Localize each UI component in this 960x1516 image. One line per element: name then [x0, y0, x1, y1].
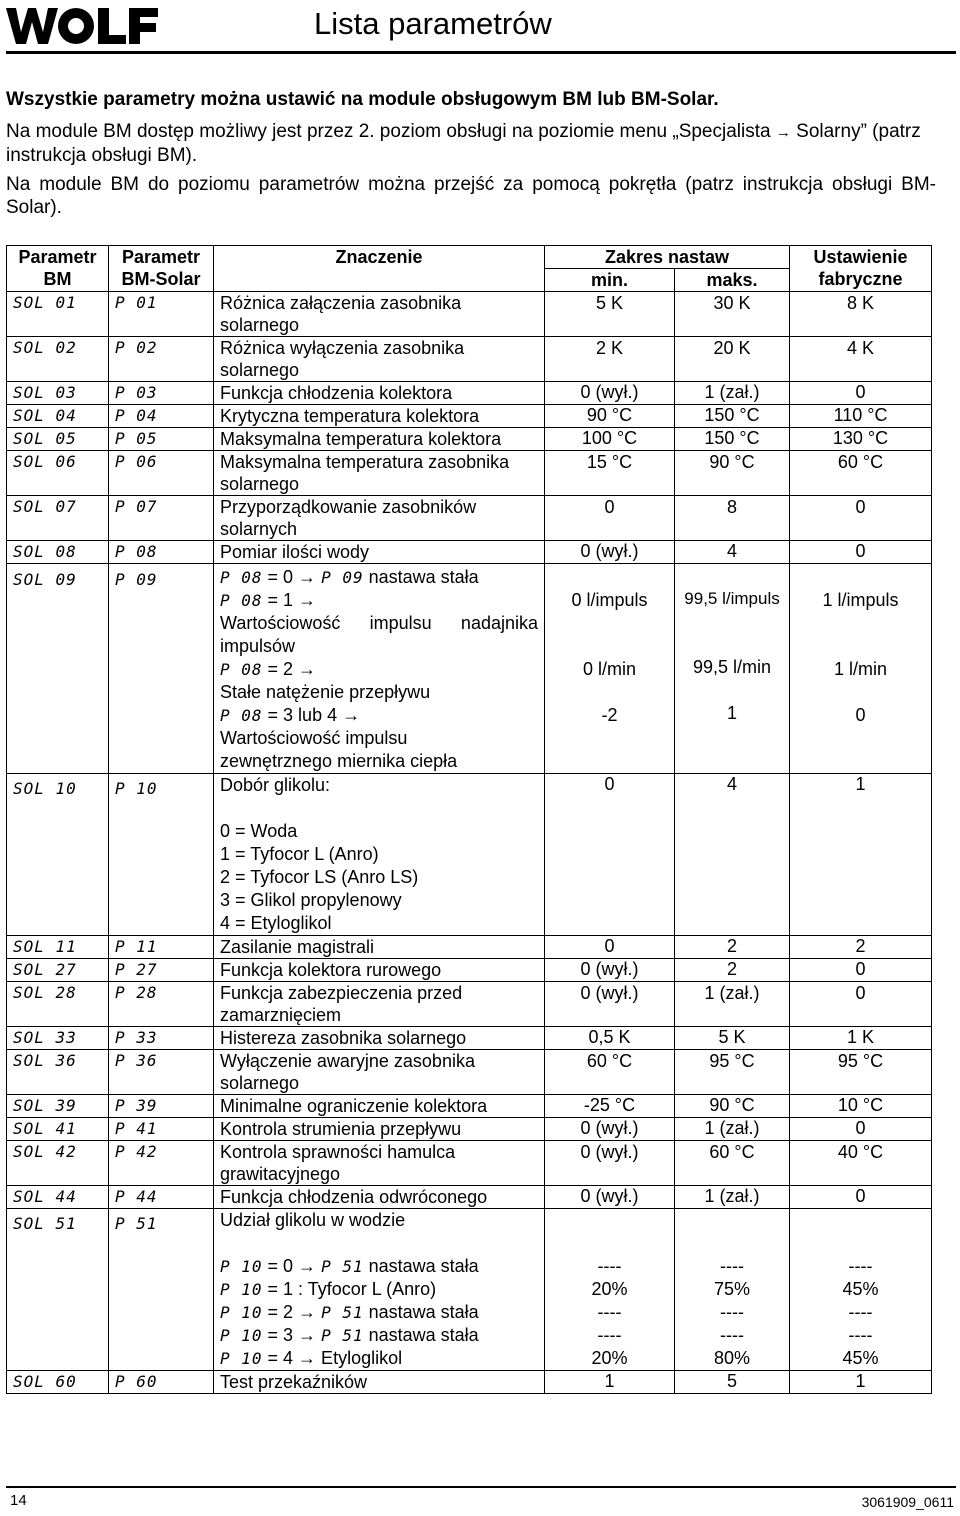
header-param-bm: Parametr BM	[7, 246, 109, 292]
param-factory: 1	[790, 1371, 932, 1394]
param-bm: SOL 03	[7, 382, 109, 405]
page-number: 14	[10, 1492, 27, 1509]
param-bm: SOL 27	[7, 959, 109, 982]
param-max: 95 °C	[675, 1050, 790, 1095]
param-desc: Krytyczna temperatura kolektora	[214, 405, 545, 428]
table-row	[7, 1371, 932, 1394]
param-desc: Test przekaźników	[214, 1371, 545, 1394]
intro-line-2	[6, 120, 936, 167]
param-factory: ---- 45% ---- ---- 45%	[790, 1209, 932, 1371]
param-min: 0 (wył.)	[545, 1118, 675, 1141]
table-row	[7, 541, 932, 564]
param-desc: P 08 = 0 → P 09 nastawa stała P 08 = 1 → Wartościowość impulsu nadajnika impulsów P 08 = 2 → Stałe natężenie przepływu P 08 = 3 lub 4 → Wartościowość impulsu zewnętrznego miernika ciepła	[214, 564, 545, 774]
param-min: 0	[545, 936, 675, 959]
param-solar: P 08	[109, 541, 214, 564]
param-solar: P 42	[109, 1141, 214, 1186]
param-bm: SOL 36	[7, 1050, 109, 1095]
param-min: 0 (wył.)	[545, 541, 675, 564]
param-factory: 1 K	[790, 1027, 932, 1050]
param-max: 1 (zał.)	[675, 1118, 790, 1141]
intro-text	[6, 88, 936, 225]
param-max: 4	[675, 541, 790, 564]
param-solar: P 44	[109, 1186, 214, 1209]
table-row	[7, 292, 932, 337]
param-max: 1 (zał.)	[675, 382, 790, 405]
table-row	[7, 405, 932, 428]
param-min: 5 K	[545, 292, 675, 337]
param-solar: P 04	[109, 405, 214, 428]
param-bm: SOL 42	[7, 1141, 109, 1186]
footer-rule	[6, 1486, 956, 1488]
param-factory: 1	[790, 774, 932, 936]
param-min: 0	[545, 496, 675, 541]
param-solar: P 11	[109, 936, 214, 959]
param-desc: Funkcja chłodzenia kolektora	[214, 382, 545, 405]
param-bm: SOL 60	[7, 1371, 109, 1394]
param-solar: P 09	[109, 564, 214, 774]
param-min: 0	[545, 774, 675, 936]
param-desc: Kontrola strumienia przepływu	[214, 1118, 545, 1141]
table-row	[7, 337, 932, 382]
param-solar: P 03	[109, 382, 214, 405]
param-solar: P 10	[109, 774, 214, 936]
table-row	[7, 1050, 932, 1095]
param-bm: SOL 05	[7, 428, 109, 451]
param-bm: SOL 28	[7, 982, 109, 1027]
param-min: 0 l/impuls 0 l/min -2	[545, 564, 675, 774]
param-max: 2	[675, 959, 790, 982]
param-max: ---- 75% ---- ---- 80%	[675, 1209, 790, 1371]
param-factory: 1 l/impuls 1 l/min 0	[790, 564, 932, 774]
table-row	[7, 496, 932, 541]
param-max: 8	[675, 496, 790, 541]
param-max: 30 K	[675, 292, 790, 337]
param-factory: 2	[790, 936, 932, 959]
param-bm: SOL 08	[7, 541, 109, 564]
title-rule	[6, 51, 956, 54]
param-desc: Pomiar ilości wody	[214, 541, 545, 564]
param-desc: Zasilanie magistrali	[214, 936, 545, 959]
param-factory: 0	[790, 1118, 932, 1141]
param-solar: P 36	[109, 1050, 214, 1095]
table-row	[7, 382, 932, 405]
param-factory: 0	[790, 959, 932, 982]
param-factory: 40 °C	[790, 1141, 932, 1186]
param-desc: Kontrola sprawności hamulca grawitacyjnego	[214, 1141, 545, 1186]
param-min: 0 (wył.)	[545, 382, 675, 405]
param-factory: 0	[790, 496, 932, 541]
param-factory: 0	[790, 1186, 932, 1209]
param-desc: Różnica załączenia zasobnika solarnego	[214, 292, 545, 337]
table-row	[7, 1186, 932, 1209]
param-desc: Przyporządkowanie zasobników solarnych	[214, 496, 545, 541]
param-max: 4	[675, 774, 790, 936]
param-bm: SOL 01	[7, 292, 109, 337]
param-max: 150 °C	[675, 405, 790, 428]
document-number: 3061909_0611	[861, 1494, 954, 1510]
param-min: 60 °C	[545, 1050, 675, 1095]
param-max: 5 K	[675, 1027, 790, 1050]
param-factory: 95 °C	[790, 1050, 932, 1095]
param-solar: P 51	[109, 1209, 214, 1371]
param-bm: SOL 10	[7, 774, 109, 936]
wolf-logo	[6, 6, 160, 46]
param-max: 5	[675, 1371, 790, 1394]
param-max: 2	[675, 936, 790, 959]
param-min: ---- 20% ---- ---- 20%	[545, 1209, 675, 1371]
param-solar: P 41	[109, 1118, 214, 1141]
param-factory: 8 K	[790, 292, 932, 337]
param-factory: 110 °C	[790, 405, 932, 428]
param-bm: SOL 41	[7, 1118, 109, 1141]
param-desc: Dobór glikolu: 0 = Woda 1 = Tyfocor L (Anro) 2 = Tyfocor LS (Anro LS) 3 = Glikol propylenowy 4 = Etyloglikol	[214, 774, 545, 936]
table-row	[7, 1118, 932, 1141]
param-desc: Histereza zasobnika solarnego	[214, 1027, 545, 1050]
param-max: 90 °C	[675, 1095, 790, 1118]
param-bm: SOL 39	[7, 1095, 109, 1118]
param-min: 0,5 K	[545, 1027, 675, 1050]
table-row	[7, 1141, 932, 1186]
param-solar: P 27	[109, 959, 214, 982]
header-param-bm-solar: Parametr BM-Solar	[109, 246, 214, 292]
table-row-sol51	[7, 1209, 932, 1371]
param-max: 90 °C	[675, 451, 790, 496]
param-bm: SOL 44	[7, 1186, 109, 1209]
table-row	[7, 936, 932, 959]
table-row	[7, 451, 932, 496]
table-row	[7, 428, 932, 451]
table-row	[7, 1027, 932, 1050]
param-bm: SOL 33	[7, 1027, 109, 1050]
param-min: -25 °C	[545, 1095, 675, 1118]
param-solar: P 33	[109, 1027, 214, 1050]
header-min: min.	[545, 269, 675, 292]
table-row-sol10	[7, 774, 932, 936]
param-bm: SOL 09	[7, 564, 109, 774]
param-solar: P 60	[109, 1371, 214, 1394]
param-bm: SOL 06	[7, 451, 109, 496]
param-desc: Minimalne ograniczenie kolektora	[214, 1095, 545, 1118]
param-max: 60 °C	[675, 1141, 790, 1186]
param-factory: 10 °C	[790, 1095, 932, 1118]
header-meaning: Znaczenie	[214, 246, 545, 292]
param-min: 15 °C	[545, 451, 675, 496]
param-min: 0 (wył.)	[545, 1186, 675, 1209]
param-bm: SOL 04	[7, 405, 109, 428]
parameter-table	[6, 245, 932, 1394]
intro-line-1: Wszystkie parametry można ustawić na module obsługowym BM lub BM-Solar.	[6, 89, 719, 110]
param-solar: P 02	[109, 337, 214, 382]
param-solar: P 06	[109, 451, 214, 496]
param-factory: 130 °C	[790, 428, 932, 451]
param-min: 0 (wył.)	[545, 982, 675, 1027]
header-range: Zakres nastaw	[545, 246, 790, 269]
intro-line-3: Na module BM do poziomu parametrów można przejść za pomocą pokrętła (patrz instrukcja obsługi BM-Solar).	[6, 174, 936, 218]
param-max: 20 K	[675, 337, 790, 382]
header-factory: Ustawienie fabryczne	[790, 246, 932, 292]
intro-line-2b: Solarny” (patrz instrukcja obsługi BM).	[6, 121, 921, 166]
param-factory: 0	[790, 541, 932, 564]
param-max: 1 (zał.)	[675, 982, 790, 1027]
param-bm: SOL 02	[7, 337, 109, 382]
param-solar: P 05	[109, 428, 214, 451]
param-min: 100 °C	[545, 428, 675, 451]
param-factory: 60 °C	[790, 451, 932, 496]
param-desc: Maksymalna temperatura kolektora	[214, 428, 545, 451]
param-min: 1	[545, 1371, 675, 1394]
table-row-sol09	[7, 564, 932, 774]
param-desc: Funkcja chłodzenia odwróconego	[214, 1186, 545, 1209]
page-title: Lista parametrów	[314, 6, 552, 41]
param-min: 2 K	[545, 337, 675, 382]
param-factory: 0	[790, 982, 932, 1027]
param-solar: P 07	[109, 496, 214, 541]
table-row	[7, 1095, 932, 1118]
param-min: 0 (wył.)	[545, 1141, 675, 1186]
param-max: 99,5 l/impuls 99,5 l/min 1	[675, 564, 790, 774]
param-desc: Funkcja zabezpieczenia przed zamarznięciem	[214, 982, 545, 1027]
param-max: 1 (zał.)	[675, 1186, 790, 1209]
param-solar: P 28	[109, 982, 214, 1027]
param-desc: Funkcja kolektora rurowego	[214, 959, 545, 982]
header-max: maks.	[675, 269, 790, 292]
param-desc: Maksymalna temperatura zasobnika solarnego	[214, 451, 545, 496]
table-row	[7, 982, 932, 1027]
intro-line-2a: Na module BM dostęp możliwy jest przez 2. poziom obsługi na poziomie menu „Specjalista	[6, 121, 771, 142]
param-solar: P 39	[109, 1095, 214, 1118]
param-min: 0 (wył.)	[545, 959, 675, 982]
param-bm: SOL 07	[7, 496, 109, 541]
param-bm: SOL 11	[7, 936, 109, 959]
param-factory: 0	[790, 382, 932, 405]
param-desc: Udział glikolu w wodzie P 10 = 0 → P 51 nastawa stała P 10 = 1 : Tyfocor L (Anro) P 10 = 2 → P 51 nastawa stała P 10 = 3 → P 51 nastawa stała P 10 = 4 → Etyloglikol	[214, 1209, 545, 1371]
param-solar: P 01	[109, 292, 214, 337]
param-factory: 4 K	[790, 337, 932, 382]
param-desc: Wyłączenie awaryjne zasobnika solarnego	[214, 1050, 545, 1095]
param-max: 150 °C	[675, 428, 790, 451]
param-bm: SOL 51	[7, 1209, 109, 1371]
param-min: 90 °C	[545, 405, 675, 428]
arrow-icon: →	[775, 124, 791, 141]
table-row	[7, 959, 932, 982]
param-desc: Różnica wyłączenia zasobnika solarnego	[214, 337, 545, 382]
